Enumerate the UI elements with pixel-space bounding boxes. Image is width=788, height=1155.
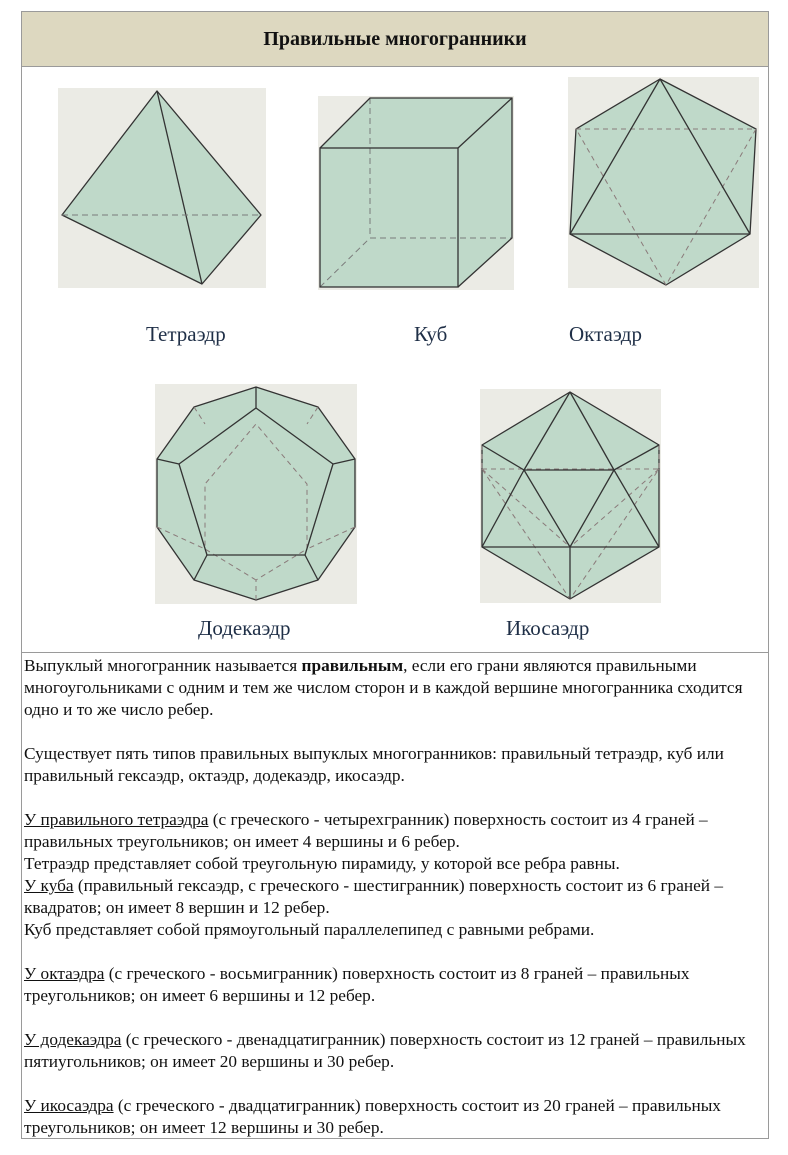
tetrahedron-paragraph: У правильного тетраэдра (с греческого - четырехгранник) поверхность состоит из 4 граней – правильных треугольников; он имеет 4 вершины и 6 ребер. <box>24 810 708 851</box>
icosahedron-caption: Икосаэдр <box>506 616 590 640</box>
octahedron-paragraph: У октаэдра (с греческого - восьмигранник) поверхность состоит из 8 граней – правильных треугольников; он имеет 6 вершины и 12 ребер. <box>24 964 690 1005</box>
description-text <box>24 655 768 1139</box>
content-frame <box>21 11 769 1139</box>
header-bar <box>22 12 768 67</box>
dodecahedron-paragraph: У додекаэдра (с греческого - двенадцатигранник) поверхность состоит из 12 граней – правильных пятиугольников; он имеет 20 вершины и 30 ребер. <box>24 1030 746 1071</box>
icosahedron-paragraph: У икосаэдра (с греческого - двадцатигранник) поверхность состоит из 20 граней – правильных треугольников; он имеет 12 вершины и 30 ребер. <box>24 1096 721 1137</box>
tetrahedron-note: Тетраэдр представляет собой треугольную пирамиду, у которой все ребра равны. <box>24 854 620 873</box>
cube-paragraph: У куба (правильный гексаэдр, с греческого - шестигранник) поверхность состоит из 6 граней – квадратов; он имеет 8 вершин и 12 ребер. <box>24 876 723 917</box>
octahedron-figure <box>568 77 759 288</box>
term-regular: правильным <box>301 656 404 675</box>
tetrahedron-link[interactable]: У правильного тетраэдра <box>24 810 209 829</box>
cube-figure <box>318 96 514 290</box>
tetrahedron-figure <box>58 88 266 288</box>
octahedron-link[interactable]: У октаэдра <box>24 964 105 983</box>
dodecahedron-caption: Додекаэдр <box>198 616 291 640</box>
types-paragraph: Существует пять типов правильных выпуклых многогранников: правильный тетраэдр, куб или правильный гексаэдр, октаэдр, додекаэдр, икосаэдр. <box>24 744 724 785</box>
page-title: Правильные многогранники <box>263 27 527 50</box>
icosahedron-figure <box>480 389 661 603</box>
tetrahedron-caption: Тетраэдр <box>146 322 226 346</box>
cube-link[interactable]: У куба <box>24 876 74 895</box>
cube-note: Куб представляет собой прямоугольный параллелепипед с равными ребрами. <box>24 920 595 939</box>
section-divider <box>22 652 768 653</box>
octahedron-caption: Октаэдр <box>569 322 642 346</box>
icosahedron-link[interactable]: У икосаэдра <box>24 1096 114 1115</box>
dodecahedron-link[interactable]: У додекаэдра <box>24 1030 122 1049</box>
dodecahedron-figure <box>155 384 357 604</box>
definition-paragraph: Выпуклый многогранник называется правильным, если его грани являются правильными многоугольниками с одним и тем же числом сторон и в каждой вершине многогранника сходится одно и то же число ребер. <box>24 656 743 719</box>
cube-caption: Куб <box>414 322 448 346</box>
